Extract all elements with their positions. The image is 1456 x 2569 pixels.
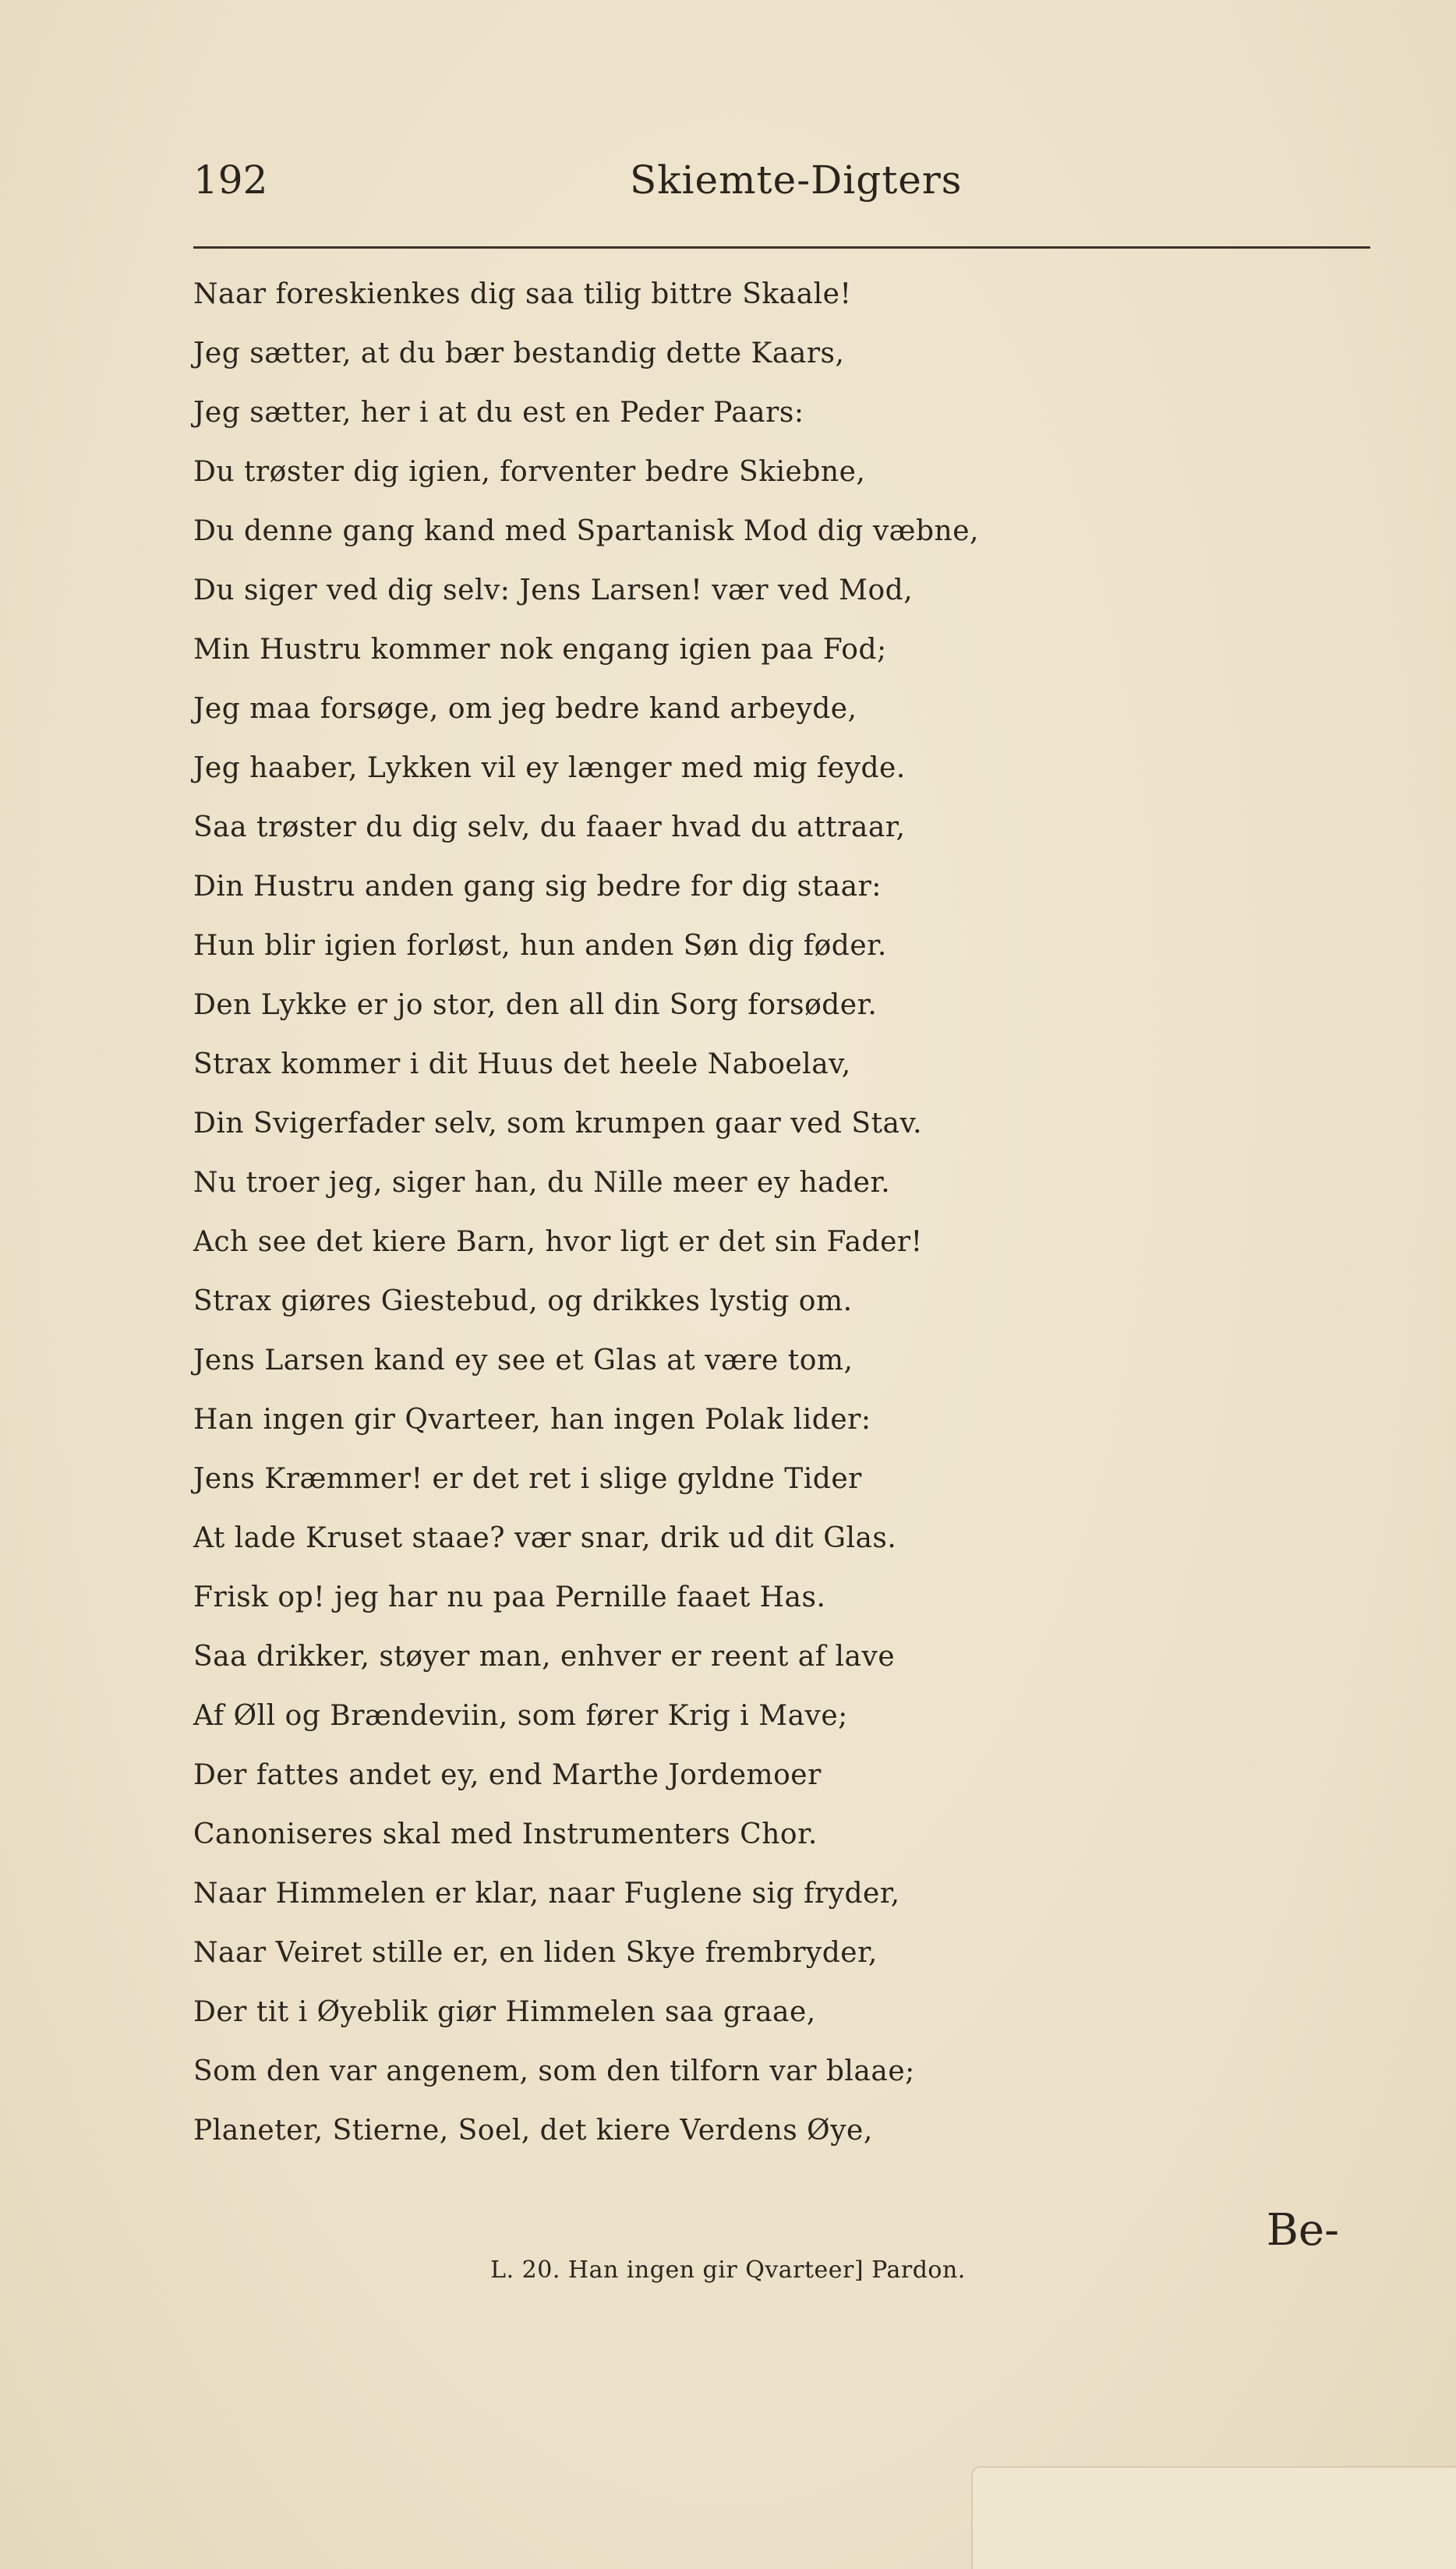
verse-line: Strax kommer i dit Huus det heele Naboelav, [193,1048,851,1080]
verse-line: Du siger ved dig selv: Jens Larsen! vær ved Mod, [193,574,914,606]
verse-line: Som den var angenem, som den tilforn var blaae; [193,2055,915,2087]
verse-line: Den Lykke er jo stor, den all din Sorg forsøder. [193,989,878,1021]
verse-line: Hun blir igien forløst, hun anden Søn dig føder. [193,930,887,962]
verse-line: Jens Larsen kand ey see et Glas at være tom, [193,1345,853,1376]
verse-line: Planeter, Stierne, Soel, det kiere Verdens Øye, [193,2115,873,2147]
verse-line: Din Hustru anden gang sig bedre for dig staar: [193,871,882,903]
page-edge [971,2466,1456,2569]
verse-line: Jeg sætter, at du bær bestandig dette Kaars, [193,337,845,369]
verse-line: Jeg sætter, her i at du est en Peder Paars: [193,397,804,429]
verse-block [193,265,1386,2161]
verse-line: Der fattes andet ey, end Marthe Jordemoer [193,1759,822,1791]
footnote: L. 20. Han ingen gir Qvarteer] Pardon. [490,2256,966,2284]
verse-line: Saa trøster du dig selv, du faaer hvad du attraar, [193,811,906,843]
verse-line: Du trøster dig igien, forventer bedre Skiebne, [193,456,866,488]
verse-line: Han ingen gir Qvarteer, han ingen Polak lider: [193,1404,871,1436]
verse-line: Saa drikker, støyer man, enhver er reent af lave [193,1641,896,1673]
verse-line: Min Hustru kommer nok engang igien paa Fod; [193,634,887,666]
verse-line: Strax giøres Giestebud, og drikkes lystig om. [193,1285,853,1317]
verse-line: Naar Himmelen er klar, naar Fuglene sig fryder, [193,1878,900,1910]
verse-line: Der tit i Øyeblik giør Himmelen saa graae, [193,1996,816,2028]
page-header [193,153,1370,207]
catchword: Be- [1266,2205,1339,2256]
verse-line: Nu troer jeg, siger han, du Nille meer ey hader. [193,1167,891,1199]
verse-line: Ach see det kiere Barn, hvor ligt er det sin Fader! [193,1226,923,1258]
verse-line: Jeg haaber, Lykken vil ey længer med mig feyde. [193,752,906,784]
header-rule [193,246,1370,249]
verse-line: At lade Kruset staae? vær snar, drik ud dit Glas. [193,1522,897,1554]
verse-line: Din Svigerfader selv, som krumpen gaar ved Stav. [193,1108,923,1140]
verse-line: Af Øll og Brændeviin, som fører Krig i Mave; [193,1700,848,1732]
verse-line: Jeg maa forsøge, om jeg bedre kand arbeyde, [193,693,857,725]
verse-line: Canoniseres skal med Instrumenters Chor. [193,1818,818,1850]
verse-line: Frisk op! jeg har nu paa Pernille faaet Has. [193,1581,826,1613]
verse-line: Jens Kræmmer! er det ret i slige gyldne Tider [193,1463,862,1495]
page-number: 192 [193,157,268,203]
running-head: Skiemte-Digters [630,157,963,203]
verse-line: Du denne gang kand med Spartanisk Mod dig væbne, [193,515,979,547]
verse-line: Naar Veiret stille er, en liden Skye frembryder, [193,1937,878,1969]
verse-line: Naar foreskienkes dig saa tilig bittre Skaale! [193,278,852,310]
